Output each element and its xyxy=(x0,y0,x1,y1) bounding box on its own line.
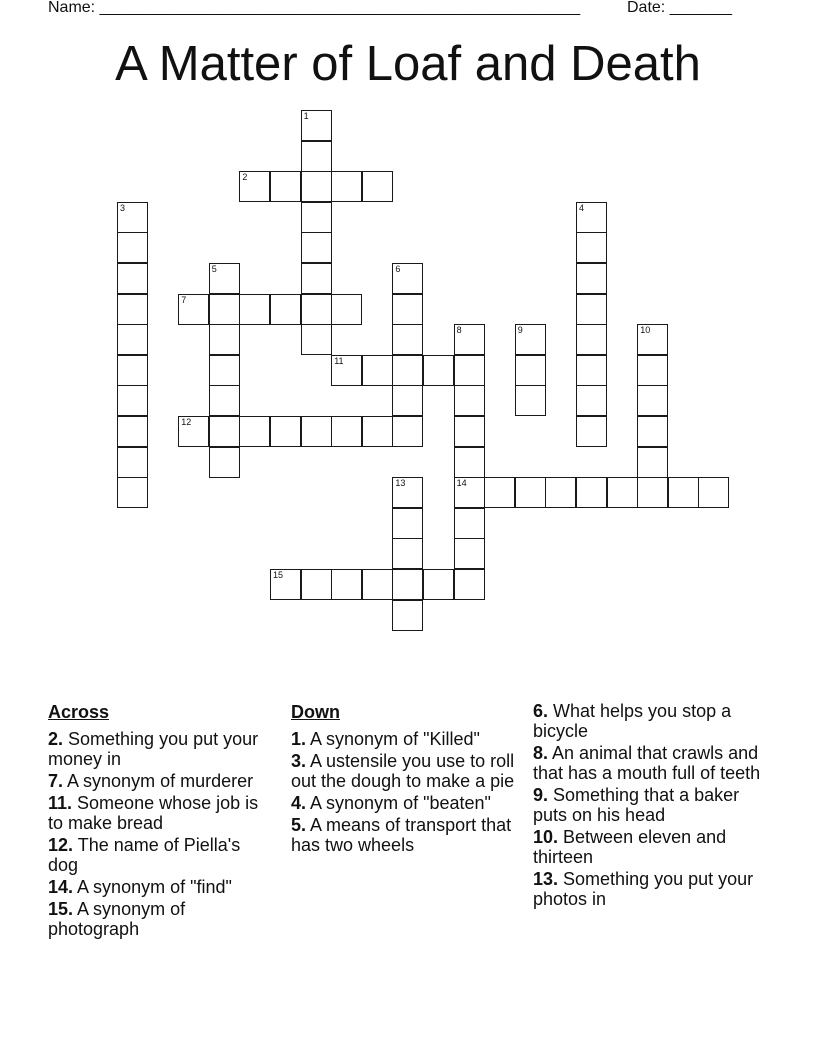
grid-cell[interactable] xyxy=(637,355,668,386)
clue-text: A synonym of "Killed" xyxy=(306,729,480,749)
grid-cell[interactable] xyxy=(698,477,729,508)
down-clues-column xyxy=(291,701,516,857)
clue-number: 2 xyxy=(242,172,248,183)
clue-number-label: 4. xyxy=(291,793,307,813)
clue-item xyxy=(48,771,273,791)
clue-number: 12 xyxy=(181,417,192,427)
clue-number-label: 12. xyxy=(48,835,74,855)
across-clues-column xyxy=(48,701,273,941)
grid-cell[interactable] xyxy=(454,538,485,569)
clue-item xyxy=(533,827,763,867)
grid-cell[interactable] xyxy=(392,324,423,355)
grid-cell[interactable] xyxy=(331,416,362,447)
grid-cell[interactable] xyxy=(239,294,270,325)
grid-cell[interactable] xyxy=(239,171,270,202)
clue-number-label: 6. xyxy=(533,701,549,721)
grid-cell[interactable] xyxy=(576,416,607,447)
grid-cell[interactable] xyxy=(392,477,423,508)
clue-number-label: 13. xyxy=(533,869,559,889)
clue-text: Something you put your photos in xyxy=(533,869,754,909)
clue-text: Something you put your money in xyxy=(48,729,259,769)
grid-cell[interactable] xyxy=(392,538,423,569)
grid-cell[interactable] xyxy=(301,232,332,263)
grid-cell[interactable] xyxy=(515,385,546,416)
grid-cell[interactable] xyxy=(392,294,423,325)
clue-item xyxy=(48,899,273,939)
grid-cell[interactable] xyxy=(576,324,607,355)
grid-cell[interactable] xyxy=(515,324,546,355)
grid-cell[interactable] xyxy=(270,171,301,202)
clue-item xyxy=(291,729,516,749)
grid-cell[interactable] xyxy=(117,263,148,294)
grid-cell[interactable] xyxy=(392,263,423,294)
grid-cell[interactable] xyxy=(117,385,148,416)
clue-item xyxy=(48,793,273,833)
clue-item xyxy=(533,701,763,741)
grid-cell[interactable] xyxy=(637,324,668,355)
clue-text: An animal that crawls and that has a mouth full of teeth xyxy=(533,743,761,783)
clue-number: 10 xyxy=(640,325,651,336)
clue-number-label: 15. xyxy=(48,899,74,919)
clue-number: 14 xyxy=(456,478,467,489)
grid-cell[interactable] xyxy=(454,385,485,416)
clue-item xyxy=(48,729,273,769)
clue-item xyxy=(533,743,763,783)
grid-cell[interactable] xyxy=(117,477,148,508)
clue-number: 7 xyxy=(181,294,187,305)
down-clues-continued-column xyxy=(533,701,763,911)
date-field-label: Date: _______ xyxy=(627,0,732,16)
grid-cell[interactable] xyxy=(331,171,362,202)
grid-cell[interactable] xyxy=(392,355,423,386)
grid-cell[interactable] xyxy=(270,294,301,325)
clue-number: 6 xyxy=(395,264,401,274)
grid-cell[interactable] xyxy=(637,385,668,416)
grid-cell[interactable] xyxy=(117,447,148,478)
clue-number: 5 xyxy=(211,264,217,274)
grid-cell[interactable] xyxy=(484,477,515,508)
grid-cell[interactable] xyxy=(576,294,607,325)
clue-number-label: 10. xyxy=(533,827,559,847)
clue-text: What helps you stop a bicycle xyxy=(533,701,732,741)
grid-cell[interactable] xyxy=(576,232,607,263)
grid-cell[interactable] xyxy=(117,416,148,447)
clue-number: 4 xyxy=(579,202,585,213)
clue-number-label: 5. xyxy=(291,815,307,835)
grid-cell[interactable] xyxy=(209,385,240,416)
grid-cell[interactable] xyxy=(454,355,485,386)
grid-cell[interactable] xyxy=(301,569,332,600)
grid-cell[interactable] xyxy=(301,294,332,325)
clue-number-label: 1. xyxy=(291,729,307,749)
grid-cell[interactable] xyxy=(117,202,148,233)
grid-cell[interactable] xyxy=(454,416,485,447)
clue-text: Someone whose job is to make bread xyxy=(48,793,259,833)
grid-cell[interactable] xyxy=(454,569,485,600)
grid-cell[interactable] xyxy=(392,569,423,600)
grid-cell[interactable] xyxy=(515,477,546,508)
clue-text: The name of Piella's dog xyxy=(48,835,241,875)
clue-text: Something that a baker puts on his head xyxy=(533,785,740,825)
grid-cell[interactable] xyxy=(178,294,209,325)
clue-number-label: 11. xyxy=(48,793,73,813)
clue-number: 11 xyxy=(334,355,344,366)
grid-cell[interactable] xyxy=(454,508,485,539)
grid-cell[interactable] xyxy=(209,447,240,478)
clue-number: 1 xyxy=(303,111,309,121)
grid-cell[interactable] xyxy=(178,416,209,447)
grid-cell[interactable] xyxy=(209,294,240,325)
grid-cell[interactable] xyxy=(209,416,240,447)
clue-number-label: 3. xyxy=(291,751,307,771)
clue-number: 8 xyxy=(456,325,462,336)
clue-text: Between eleven and thirteen xyxy=(533,827,727,867)
puzzle-title: A Matter of Loaf and Death xyxy=(115,37,701,91)
grid-cell[interactable] xyxy=(637,477,668,508)
grid-cell[interactable] xyxy=(576,263,607,294)
grid-cell[interactable] xyxy=(392,385,423,416)
grid-cell[interactable] xyxy=(392,416,423,447)
grid-cell[interactable] xyxy=(454,447,485,478)
grid-cell[interactable] xyxy=(301,202,332,233)
grid-cell[interactable] xyxy=(331,294,362,325)
grid-cell[interactable] xyxy=(362,416,393,447)
grid-cell[interactable] xyxy=(576,385,607,416)
grid-cell[interactable] xyxy=(117,324,148,355)
clue-item xyxy=(48,877,273,897)
grid-cell[interactable] xyxy=(331,569,362,600)
across-heading: Across xyxy=(48,702,110,722)
clue-number-label: 9. xyxy=(533,785,549,805)
grid-cell[interactable] xyxy=(362,171,393,202)
grid-cell[interactable] xyxy=(607,477,638,508)
grid-cell[interactable] xyxy=(576,477,607,508)
clue-item xyxy=(291,815,516,855)
grid-cell[interactable] xyxy=(270,416,301,447)
grid-cell[interactable] xyxy=(637,447,668,478)
grid-cell[interactable] xyxy=(331,355,362,386)
clue-number: 15 xyxy=(273,570,284,580)
grid-cell[interactable] xyxy=(301,141,332,172)
clue-item xyxy=(533,869,763,909)
grid-cell[interactable] xyxy=(362,569,393,600)
clue-number-label: 14. xyxy=(48,877,74,897)
grid-cell[interactable] xyxy=(301,110,332,141)
grid-cell[interactable] xyxy=(301,416,332,447)
grid-cell[interactable] xyxy=(454,477,485,508)
name-field-label: Name: ______________________________________________________ xyxy=(48,0,581,16)
grid-cell[interactable] xyxy=(301,324,332,355)
clue-number: 13 xyxy=(395,478,406,489)
grid-cell[interactable] xyxy=(301,171,332,202)
clue-number: 9 xyxy=(517,325,523,336)
clue-text: A synonym of "beaten" xyxy=(306,793,491,813)
clue-item xyxy=(291,793,516,813)
grid-cell[interactable] xyxy=(545,477,576,508)
grid-cell[interactable] xyxy=(239,416,270,447)
grid-cell[interactable] xyxy=(209,355,240,386)
clue-text: A synonym of murderer xyxy=(63,771,254,791)
grid-cell[interactable] xyxy=(362,355,393,386)
grid-cell[interactable] xyxy=(454,324,485,355)
clue-text: A ustensile you use to roll out the dough to make a pie xyxy=(291,751,515,791)
grid-cell[interactable] xyxy=(117,232,148,263)
grid-cell[interactable] xyxy=(668,477,699,508)
grid-cell[interactable] xyxy=(423,355,454,386)
grid-cell[interactable] xyxy=(576,202,607,233)
grid-cell[interactable] xyxy=(515,355,546,386)
grid-cell[interactable] xyxy=(209,263,240,294)
clue-number: 3 xyxy=(120,202,126,213)
grid-cell[interactable] xyxy=(117,294,148,325)
clue-text: A synonym of photograph xyxy=(48,899,186,939)
clue-number-label: 8. xyxy=(533,743,549,763)
clue-text: A synonym of "find" xyxy=(73,877,232,897)
grid-cell[interactable] xyxy=(392,508,423,539)
clue-number-label: 2. xyxy=(48,729,64,749)
clue-text: A means of transport that has two wheels xyxy=(291,815,512,855)
grid-cell[interactable] xyxy=(270,569,301,600)
clue-item xyxy=(291,751,516,791)
grid-cell[interactable] xyxy=(209,324,240,355)
grid-cell[interactable] xyxy=(576,355,607,386)
grid-cell[interactable] xyxy=(301,263,332,294)
grid-cell[interactable] xyxy=(423,569,454,600)
clue-item xyxy=(533,785,763,825)
grid-cell[interactable] xyxy=(637,416,668,447)
grid-cell[interactable] xyxy=(117,355,148,386)
down-heading: Down xyxy=(291,702,340,722)
clue-number-label: 7. xyxy=(48,771,64,791)
grid-cell[interactable] xyxy=(392,600,423,631)
clue-item xyxy=(48,835,273,875)
